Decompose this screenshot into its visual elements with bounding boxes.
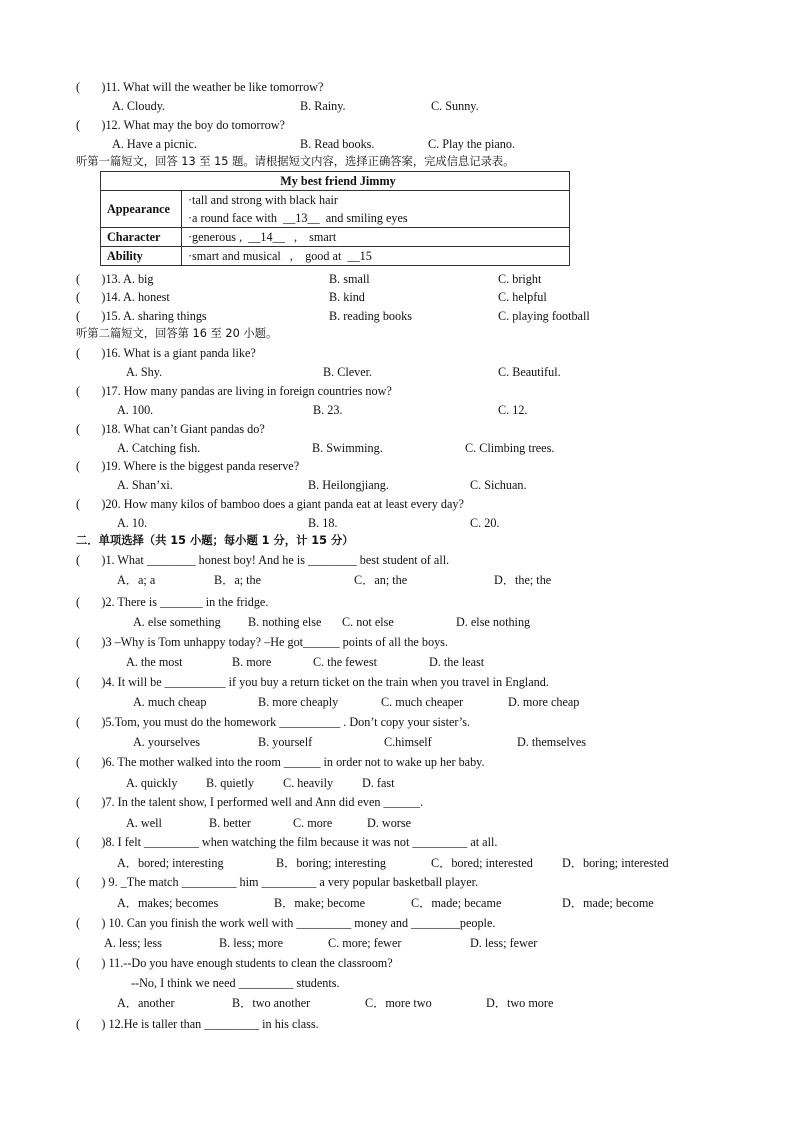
option-a: A. 10. [117,516,148,530]
table-label-ability: Ability [101,247,182,266]
mc-question-5: ( )5.Tom, you must do the homework __________ . Don’t copy your sister’s. [76,715,471,729]
question-15: ( )15. A. sharing things [76,309,207,323]
option-c: C．an; the [354,573,408,587]
option-d: D．made; become [562,896,654,910]
mc-question-10: ( ) 10. Can you finish the work well with _________ money and ________people. [76,916,496,930]
option-b: B．a; the [214,573,262,587]
question-16: ( )16. What is a giant panda like? [76,346,256,360]
option-c: C. more; fewer [328,936,402,950]
question-20: ( )20. How many kilos of bamboo does a giant panda eat at least every day? [76,497,464,511]
question-18: ( )18. What can’t Giant pandas do? [76,422,265,436]
option-b: B. yourself [258,735,313,749]
option-b: B．two another [232,996,311,1010]
mc-question-3: ( )3 –Why is Tom unhappy today? –He got______ points of all the boys. [76,635,448,649]
option-b: B．make; become [274,896,366,910]
mc-question-4: ( )4. It will be __________ if you buy a return ticket on the train when you travel in England. [76,675,549,689]
option-a: A. less; less [104,936,162,950]
mc-question-6: ( )6. The mother walked into the room ______ in order not to wake up her baby. [76,755,485,769]
mc-question-8: ( )8. I felt _________ when watching the film because it was not _________ at all. [76,835,498,849]
question-19: ( )19. Where is the biggest panda reserve? [76,459,300,473]
option-c: C. the fewest [313,655,377,669]
option-b: B. nothing else [248,615,322,629]
option-c: C．bored; interested [431,856,533,870]
mc-question-11-reply: --No, I think we need _________ students. [131,976,340,990]
option-c: C. much cheaper [381,695,464,709]
option-c: C. heavily [283,776,334,790]
question-13: ( )13. A. big [76,272,154,286]
option-d: D. worse [367,816,412,830]
option-b: B. Read books. [300,137,375,151]
option-a: A．a; a [117,573,156,587]
option-c: C. 20. [470,516,500,530]
option-a: A. Catching fish. [117,441,201,455]
option-b: B. kind [329,290,365,304]
option-c: C. Sunny. [431,99,479,113]
option-d: D. themselves [517,735,587,749]
option-b: B. Rainy. [300,99,346,113]
option-c: C. playing football [498,309,590,323]
option-b: B. 18. [308,516,338,530]
option-d: D. less; fewer [470,936,538,950]
option-b: B．boring; interesting [276,856,387,870]
option-a: A. well [126,816,162,830]
mc-question-9: ( ) 9. _The match _________ him _________ a very popular basketball player. [76,875,479,889]
table-title: My best friend Jimmy [101,172,570,191]
table-label-appearance: Appearance [101,191,182,228]
option-b: B. reading books [329,309,412,323]
option-a: A．another [117,996,175,1010]
option-d: D. fast [362,776,395,790]
option-b: B. Swimming. [312,441,383,455]
option-c: C. not else [342,615,394,629]
question-14: ( )14. A. honest [76,290,170,304]
mc-question-12: ( ) 12.He is taller than _________ in his class. [76,1017,319,1031]
option-c: C. helpful [498,290,547,304]
mc-question-7: ( )7. In the talent show, I performed well and Ann did even ______. [76,795,424,809]
option-b: B. less; more [219,936,283,950]
option-b: B. more cheaply [258,695,339,709]
option-a: A．makes; becomes [117,896,219,910]
option-c: C. Climbing trees. [465,441,555,455]
option-a: A. the most [126,655,183,669]
option-b: B. quietly [206,776,255,790]
option-a: A. Have a picnic. [112,137,197,151]
option-d: D．boring; interested [562,856,669,870]
option-a: A. Cloudy. [112,99,166,113]
option-b: B. more [232,655,272,669]
option-c: C. Beautiful. [498,365,561,379]
table-cell-character: ·generous , __14__ , smart [182,228,570,247]
option-b: B. Heilongjiang. [308,478,389,492]
option-d: D. else nothing [456,615,531,629]
option-c: C. Play the piano. [428,137,515,151]
question-12: ( )12. What may the boy do tomorrow? [76,118,285,132]
section2-heading: 二．单项选择（共 15 小题；每小题 1 分，计 15 分） [76,534,354,547]
option-a: A. else something [133,615,221,629]
option-c: C.himself [384,735,432,749]
option-b: B. 23. [313,403,343,417]
option-d: D．the; the [494,573,552,587]
table-cell-ability: ·smart and musical , good at __15 [182,247,570,266]
info-record-table [100,171,570,266]
option-c: C. Sichuan. [470,478,527,492]
option-b: B. small [329,272,370,286]
option-a: A. much cheap [133,695,207,709]
question-17: ( )17. How many pandas are living in foreign countries now? [76,384,392,398]
mc-question-1: ( )1. What ________ honest boy! And he is ________ best student of all. [76,553,450,567]
option-a: A. yourselves [133,735,201,749]
table-cell-appearance [182,191,570,228]
option-a: A. Shy. [126,365,163,379]
option-c: C．made; became [411,896,502,910]
option-d: D．two more [486,996,554,1010]
option-b: B. Clever. [323,365,373,379]
passage2-instruction: 听第二篇短文，回答第 16 至 20 小题。 [76,327,278,340]
question-11: ( )11. What will the weather be like tomorrow? [76,80,324,94]
option-c: C. more [293,816,333,830]
appearance-line-2: ·a round face with __13__ and smiling eyes [188,211,408,225]
table-label-character: Character [101,228,182,247]
option-c: C. bright [498,272,542,286]
option-a: A. Shan’xi. [117,478,173,492]
option-d: D. the least [429,655,485,669]
option-a: A. quickly [126,776,178,790]
option-c: C. 12. [498,403,528,417]
option-a: A. 100. [117,403,154,417]
option-a: A．bored; interesting [117,856,224,870]
option-b: B. better [209,816,251,830]
option-c: C．more two [365,996,432,1010]
option-d: D. more cheap [508,695,580,709]
appearance-line-1: ·tall and strong with black hair [188,193,338,207]
mc-question-11: ( ) 11.--Do you have enough students to clean the classroom? [76,956,393,970]
mc-question-2: ( )2. There is _______ in the fridge. [76,595,269,609]
passage1-instruction: 听第一篇短文，回答 13 至 15 题。请根据短文内容，选择正确答案，完成信息记录表。 [76,155,515,168]
